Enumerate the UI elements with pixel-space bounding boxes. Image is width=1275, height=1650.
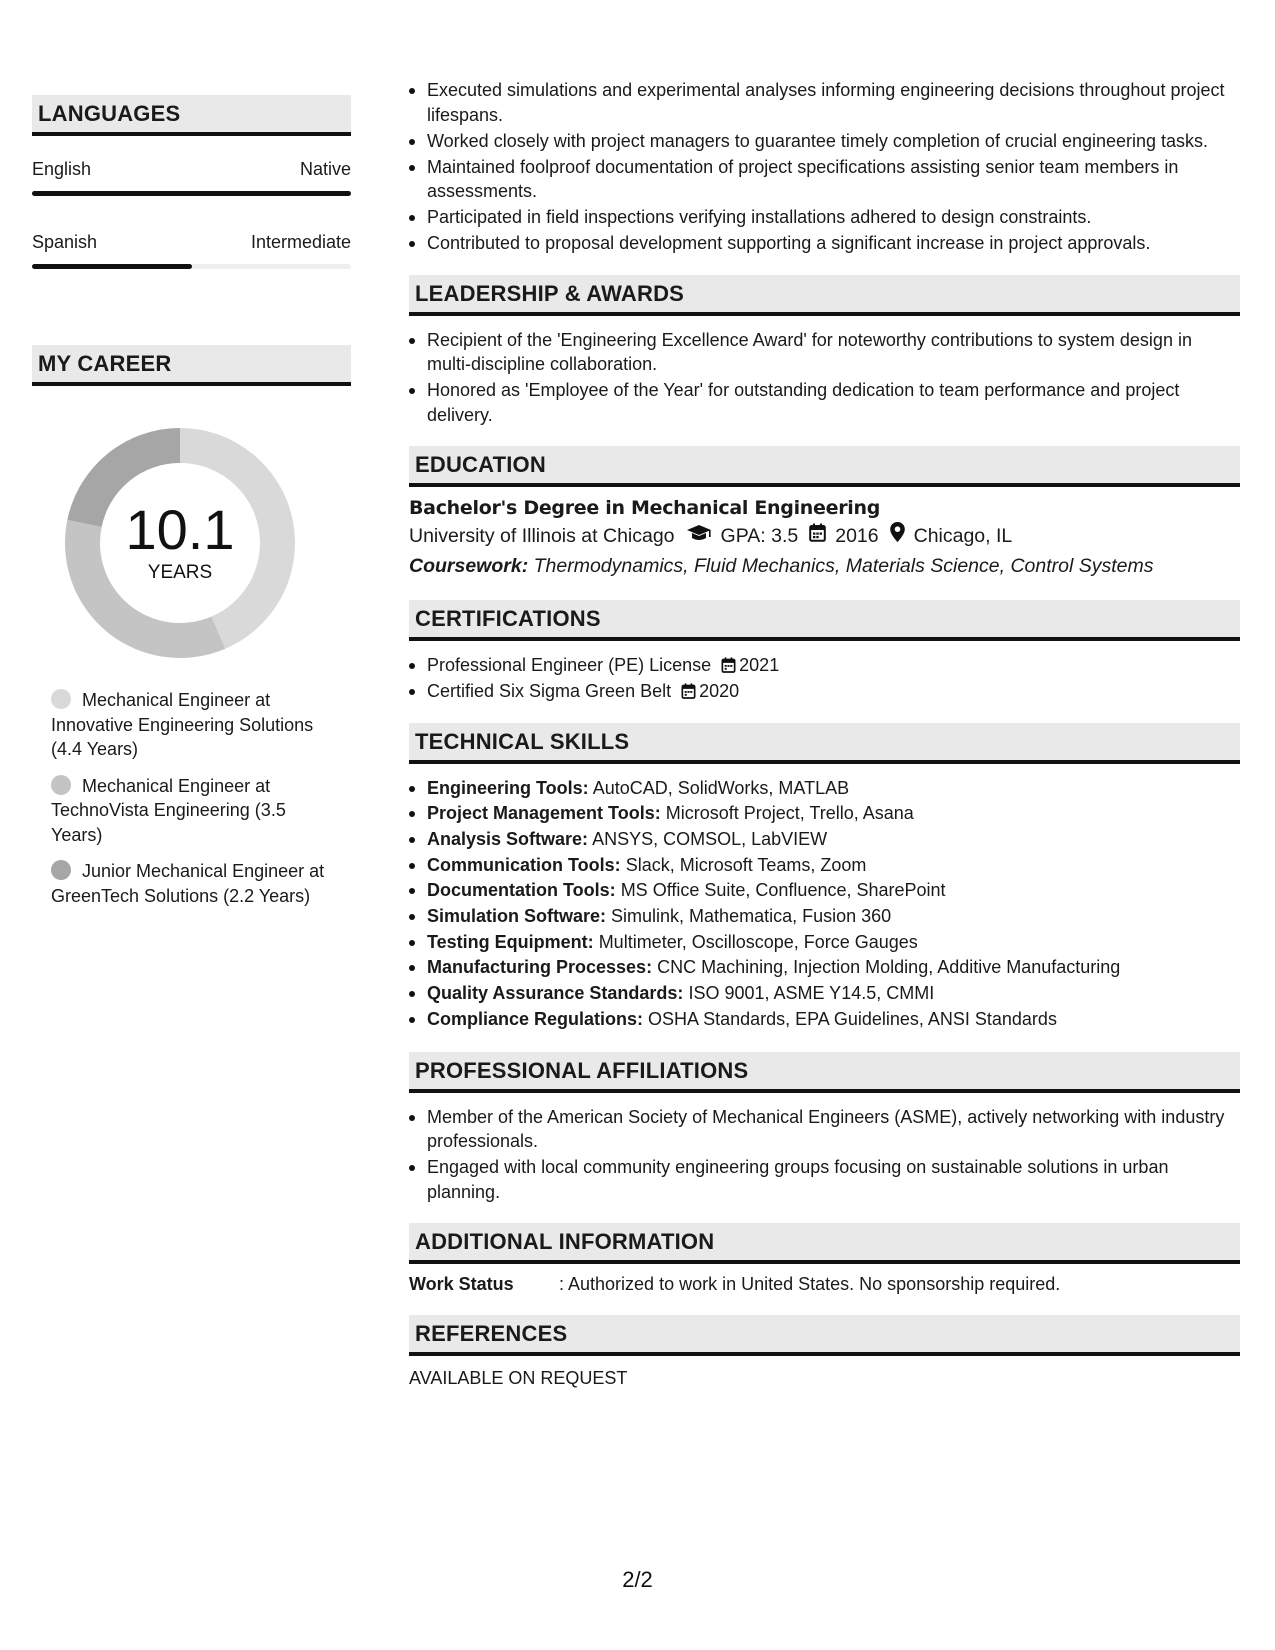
- right-column: [409, 78, 1240, 1390]
- experience-bullet: Worked closely with project managers to guarantee timely completion of crucial engineering tasks.: [427, 129, 1240, 154]
- language-level: Native: [299, 159, 351, 179]
- skill-category: Manufacturing Processes:: [427, 957, 653, 978]
- work-status-value: : Authorized to work in United States. No sponsorship required.: [559, 1274, 1061, 1295]
- certifications-section: [409, 600, 1240, 704]
- calendar-icon: [681, 683, 696, 699]
- skill-category: Project Management Tools:: [427, 803, 661, 824]
- career-legend: [51, 688, 341, 908]
- work-status-row: [409, 1272, 1240, 1296]
- certification-year: 2021: [739, 655, 780, 675]
- award-item: Honored as 'Employee of the Year' for outstanding dedication to team performance and project delivery.: [427, 378, 1240, 427]
- work-status-label: Work Status: [409, 1274, 514, 1295]
- references-section: [409, 1315, 1240, 1390]
- education-year: 2016: [835, 525, 879, 547]
- left-column: [32, 95, 351, 920]
- coursework-list: Thermodynamics, Fluid Mechanics, Materials Science, Control Systems: [533, 555, 1154, 577]
- calendar-icon: [721, 657, 736, 673]
- affiliations-heading: PROFESSIONAL AFFILIATIONS: [409, 1052, 1240, 1093]
- skill-category: Simulation Software:: [427, 906, 607, 927]
- graduation-cap-icon: [686, 521, 712, 551]
- skill-values: Simulink, Mathematica, Fusion 360: [611, 906, 892, 927]
- skills-section: [409, 723, 1240, 1033]
- education-school: University of Illinois at Chicago: [409, 525, 675, 547]
- career-legend-item: [51, 859, 341, 908]
- references-text: AVAILABLE ON REQUEST: [409, 1368, 628, 1389]
- certification-year: 2020: [699, 681, 740, 701]
- skill-category: Analysis Software:: [427, 828, 589, 849]
- affiliation-item: Engaged with local community engineering groups focusing on sustainable solutions in urban planning.: [427, 1155, 1240, 1204]
- language-item-english: [32, 158, 351, 196]
- language-proficiency-fill: [32, 264, 192, 269]
- skills-heading: TECHNICAL SKILLS: [409, 723, 1240, 764]
- references-heading: REFERENCES: [409, 1315, 1240, 1356]
- skill-item: [427, 904, 1240, 930]
- skill-values: ISO 9001, ASME Y14.5, CMMI: [688, 983, 935, 1004]
- skill-category: Compliance Regulations:: [427, 1008, 644, 1029]
- skill-values: Slack, Microsoft Teams, Zoom: [625, 854, 867, 875]
- career-total-years: 10.1: [125, 498, 235, 561]
- career-donut-chart: [65, 428, 295, 658]
- skill-item: [427, 853, 1240, 879]
- language-proficiency-bar: [32, 191, 351, 196]
- skill-values: MS Office Suite, Confluence, SharePoint: [620, 880, 946, 901]
- legend-dot-icon: [51, 689, 71, 709]
- education-gpa: GPA: 3.5: [720, 525, 799, 547]
- legend-dot-icon: [51, 860, 71, 880]
- award-item: Recipient of the 'Engineering Excellence Award' for noteworthy contributions to system design in multi-discipline collaboration.: [427, 328, 1240, 377]
- language-name: English: [32, 159, 92, 179]
- affiliation-item: Member of the American Society of Mechanical Engineers (ASME), actively networking with industry professionals.: [427, 1105, 1240, 1154]
- experience-bullet: Participated in field inspections verifying installations adhered to design constraints.: [427, 205, 1240, 230]
- skill-values: OSHA Standards, EPA Guidelines, ANSI Standards: [648, 1008, 1057, 1029]
- experience-bullet: Contributed to proposal development supporting a significant increase in project approvals.: [427, 231, 1240, 256]
- certification-item: [427, 679, 1240, 704]
- certification-item: [427, 653, 1240, 678]
- skill-item: [427, 827, 1240, 853]
- additional-info-heading: ADDITIONAL INFORMATION: [409, 1223, 1240, 1264]
- location-pin-icon: [890, 521, 905, 551]
- skill-values: Microsoft Project, Trello, Asana: [665, 803, 914, 824]
- skill-values: AutoCAD, SolidWorks, MATLAB: [592, 777, 850, 798]
- career-legend-item: [51, 774, 341, 848]
- certifications-heading: CERTIFICATIONS: [409, 600, 1240, 641]
- skill-item: [427, 955, 1240, 981]
- skill-values: Multimeter, Oscilloscope, Force Gauges: [598, 931, 918, 952]
- skill-category: Documentation Tools:: [427, 880, 616, 901]
- coursework-label: Coursework:: [409, 555, 529, 577]
- career-legend-label: Mechanical Engineer at Innovative Engineering Solutions (4.4 Years): [51, 690, 314, 759]
- skill-category: Engineering Tools:: [427, 777, 589, 798]
- leadership-section: [409, 275, 1240, 428]
- education-heading: EDUCATION: [409, 446, 1240, 487]
- experience-bullet: Maintained foolproof documentation of project specifications assisting senior team members in assessments.: [427, 155, 1240, 204]
- skill-category: Testing Equipment:: [427, 931, 594, 952]
- language-level: Intermediate: [250, 232, 351, 252]
- skill-values: ANSYS, COMSOL, LabVIEW: [592, 828, 828, 849]
- language-proficiency-fill: [32, 191, 351, 196]
- skill-item: [427, 981, 1240, 1007]
- experience-bullet: Executed simulations and experimental analyses informing engineering decisions throughout project lifespans.: [427, 78, 1240, 127]
- certification-name: Professional Engineer (PE) License: [427, 655, 712, 675]
- education-coursework: [409, 551, 1240, 581]
- career-legend-label: Junior Mechanical Engineer at GreenTech Solutions (2.2 Years): [51, 861, 325, 906]
- experience-bullet-list: [409, 78, 1240, 256]
- language-proficiency-bar: [32, 264, 351, 269]
- calendar-icon: [809, 521, 826, 551]
- skill-item: [427, 801, 1240, 827]
- education-details: [409, 521, 1240, 551]
- page-number: 2/2: [622, 1567, 653, 1592]
- legend-dot-icon: [51, 775, 71, 795]
- affiliations-section: [409, 1052, 1240, 1205]
- skill-item: [427, 776, 1240, 802]
- languages-heading: LANGUAGES: [32, 95, 351, 136]
- skill-category: Communication Tools:: [427, 854, 621, 875]
- language-item-spanish: [32, 231, 351, 269]
- skill-item: [427, 930, 1240, 956]
- education-location: Chicago, IL: [913, 525, 1013, 547]
- education-degree: Bachelor's Degree in Mechanical Engineering: [409, 497, 881, 519]
- additional-info-section: [409, 1223, 1240, 1296]
- skill-item: [427, 1007, 1240, 1033]
- career-heading: MY CAREER: [32, 345, 351, 386]
- leadership-heading: LEADERSHIP & AWARDS: [409, 275, 1240, 316]
- skill-item: [427, 878, 1240, 904]
- career-legend-item: [51, 688, 341, 762]
- career-total-unit: YEARS: [147, 562, 213, 583]
- certification-name: Certified Six Sigma Green Belt: [427, 681, 672, 701]
- skill-category: Quality Assurance Standards:: [427, 983, 684, 1004]
- skill-values: CNC Machining, Injection Molding, Additive Manufacturing: [657, 957, 1121, 978]
- career-legend-label: Mechanical Engineer at TechnoVista Engineering (3.5 Years): [51, 775, 286, 845]
- language-name: Spanish: [32, 232, 98, 252]
- education-section: [409, 446, 1240, 581]
